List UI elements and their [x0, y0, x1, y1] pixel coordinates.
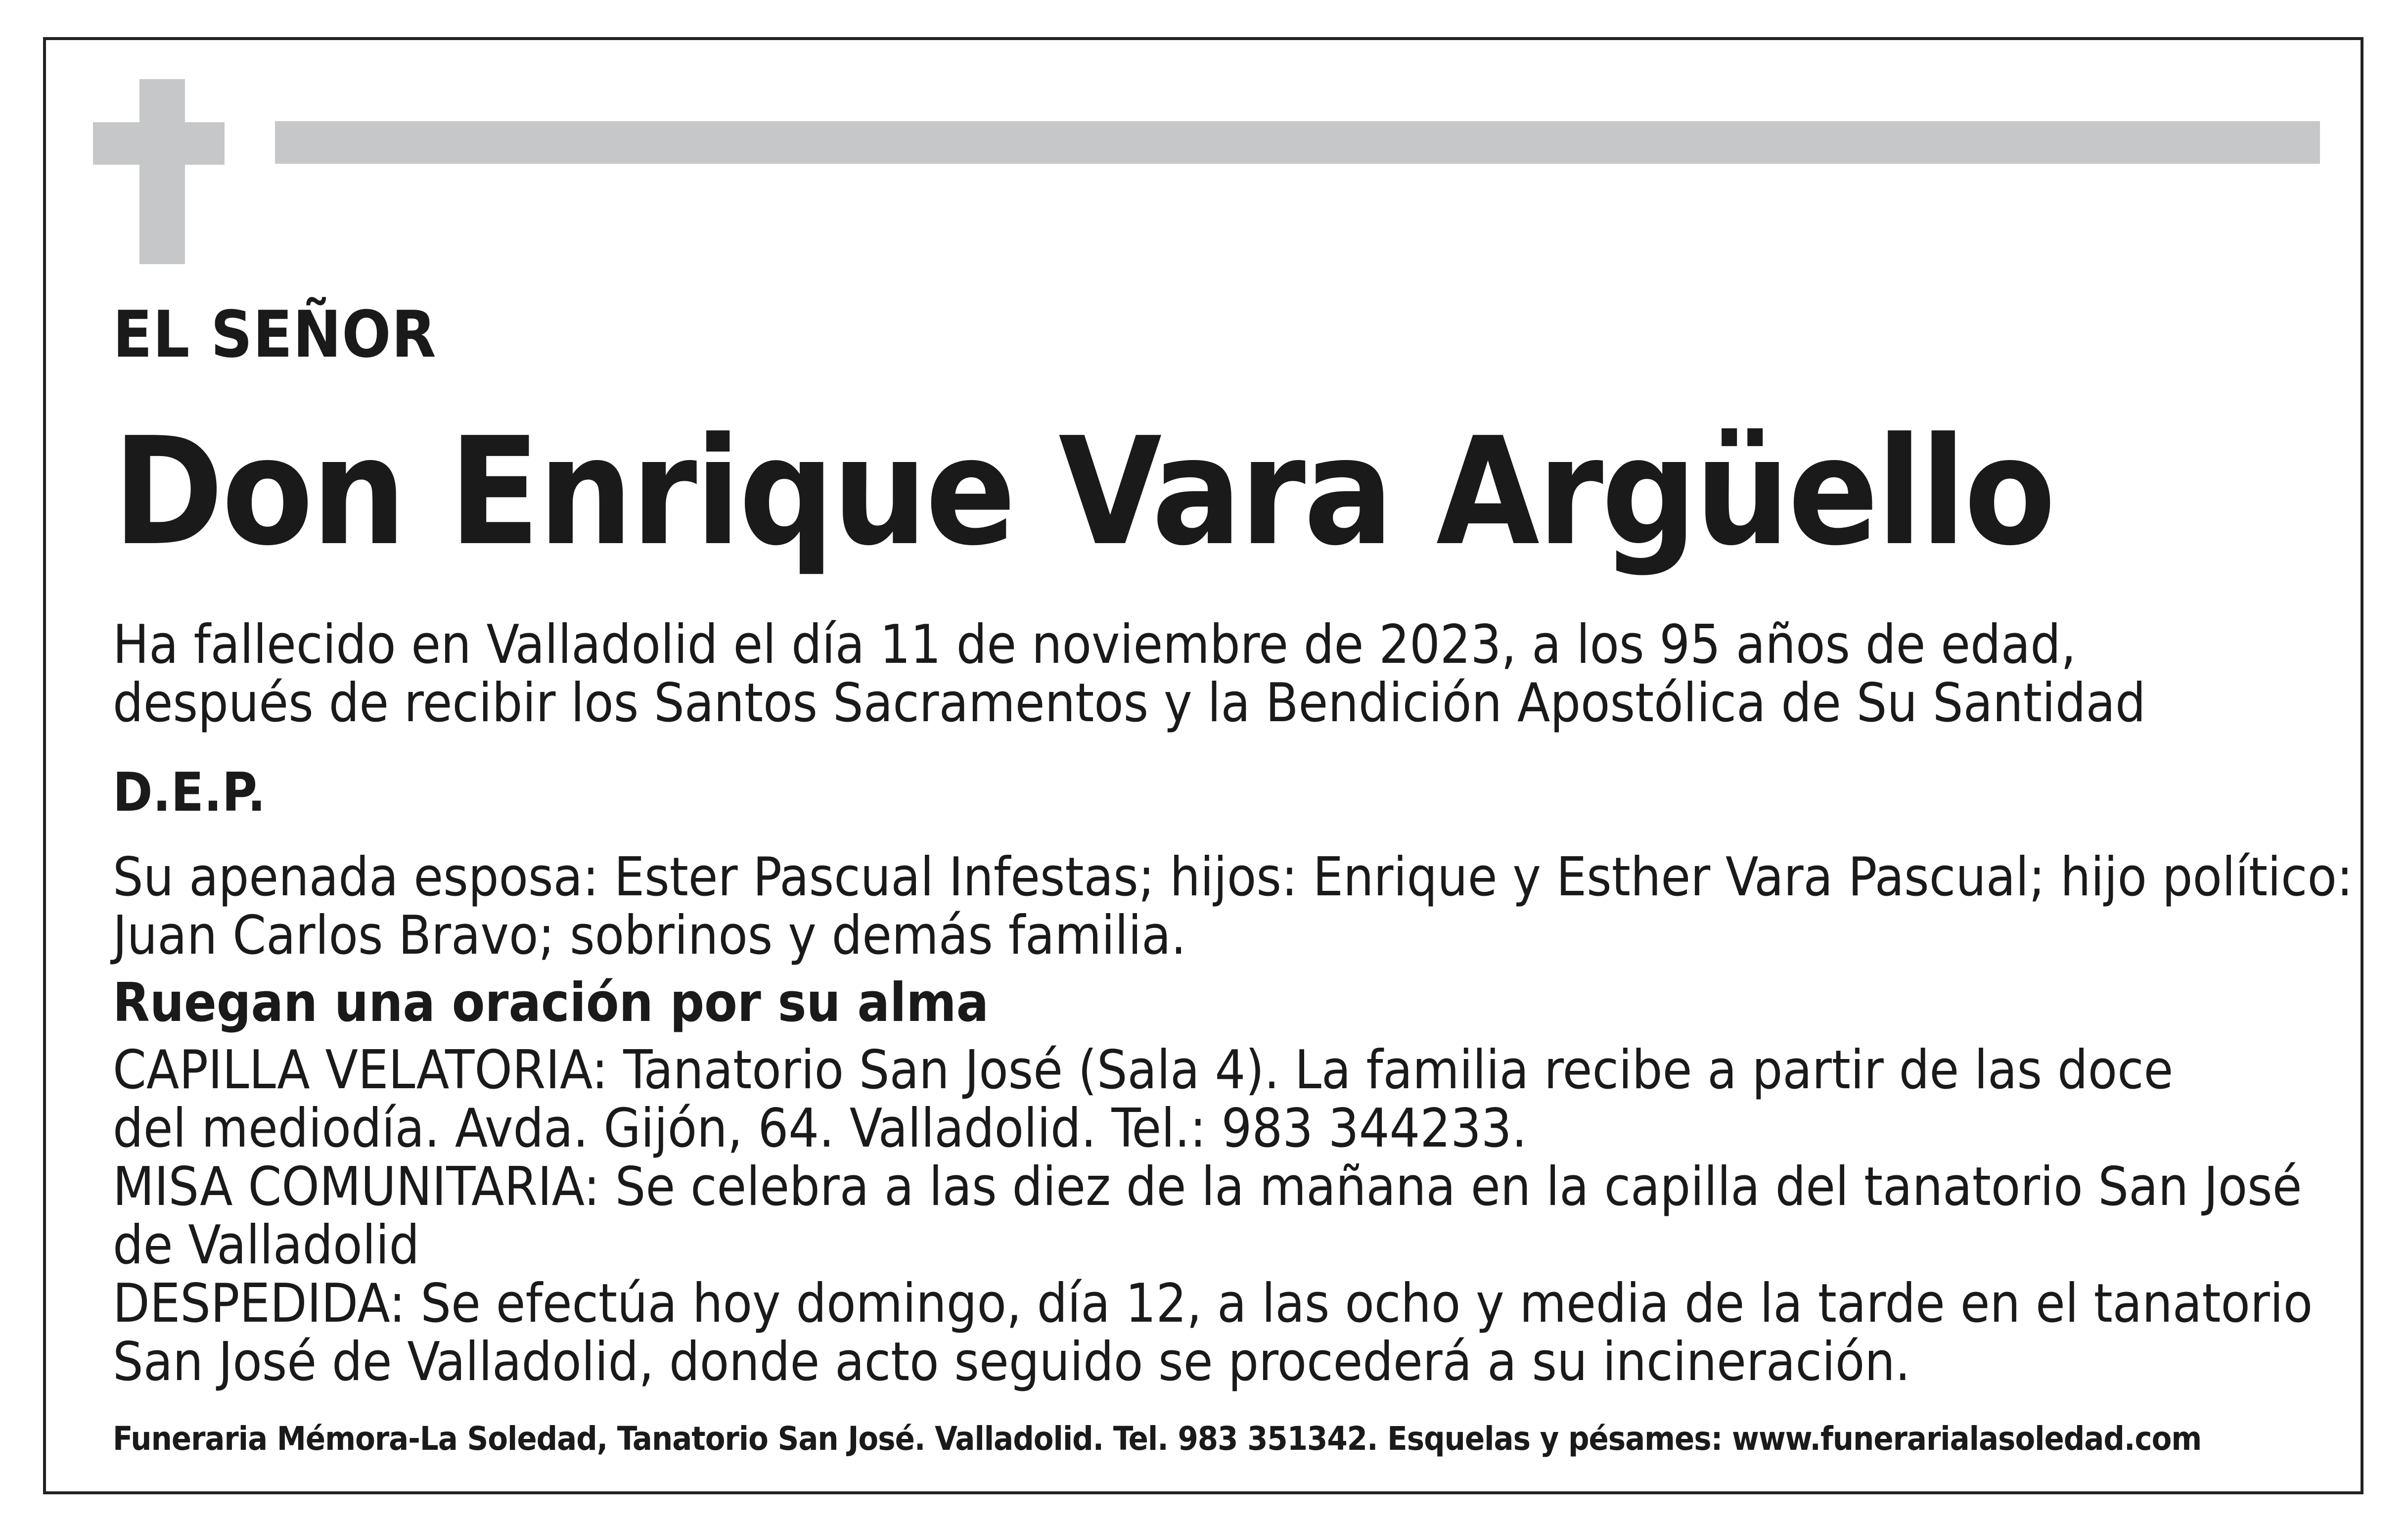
deceased-name: Don Enrique Vara Argüello [113, 406, 2054, 578]
death-announcement [113, 616, 2146, 733]
header-rule [275, 121, 2320, 164]
services-line-2: del mediodía. Avda. Gijón, 64. Valladolid. Tel.: 983 344233. [113, 1098, 1527, 1159]
cross-horizontal-bar [93, 122, 225, 165]
services-info [113, 1041, 2313, 1391]
funeral-home-footer: Funeraria Mémora-La Soledad, Tanatorio San José. Valladolid. Tel. 983 351342. Esquelas y pésames: www.funerarialasoledad.com [113, 1420, 2202, 1458]
services-line-5: DESPEDIDA: Se efectúa hoy domingo, día 12, a las ocho y media de la tarde en el tanatorio [113, 1273, 2313, 1335]
services-line-6: San José de Valladolid, donde acto seguido se procederá a su incineración. [113, 1331, 1910, 1393]
prayer-request: Ruegan una oración por su alma [113, 972, 989, 1034]
honorific: EL SEÑOR [113, 297, 437, 372]
services-line-4: de Valladolid [113, 1214, 420, 1276]
family-line-1: Su apenada esposa: Ester Pascual Infestas; hijos: Enrique y Esther Vara Pascual; hijo político: [113, 846, 2353, 908]
death-line-2: después de recibir los Santos Sacramentos y la Bendición Apostólica de Su Santidad [113, 672, 2146, 734]
services-line-1: CAPILLA VELATORIA: Tanatorio San José (Sala 4). La familia recibe a partir de las doce [113, 1039, 2174, 1101]
services-line-3: MISA COMUNITARIA: Se celebra a las diez de la mañana en la capilla del tanatorio San José [113, 1156, 2302, 1218]
family-line-2: Juan Carlos Bravo; sobrinos y demás familia. [113, 905, 1186, 967]
cross-vertical-bar [139, 79, 185, 264]
rip-abbreviation: D.E.P. [113, 762, 266, 824]
family-list [113, 848, 2353, 965]
death-line-1: Ha fallecido en Valladolid el día 11 de noviembre de 2023, a los 95 años de edad, [113, 614, 2076, 676]
